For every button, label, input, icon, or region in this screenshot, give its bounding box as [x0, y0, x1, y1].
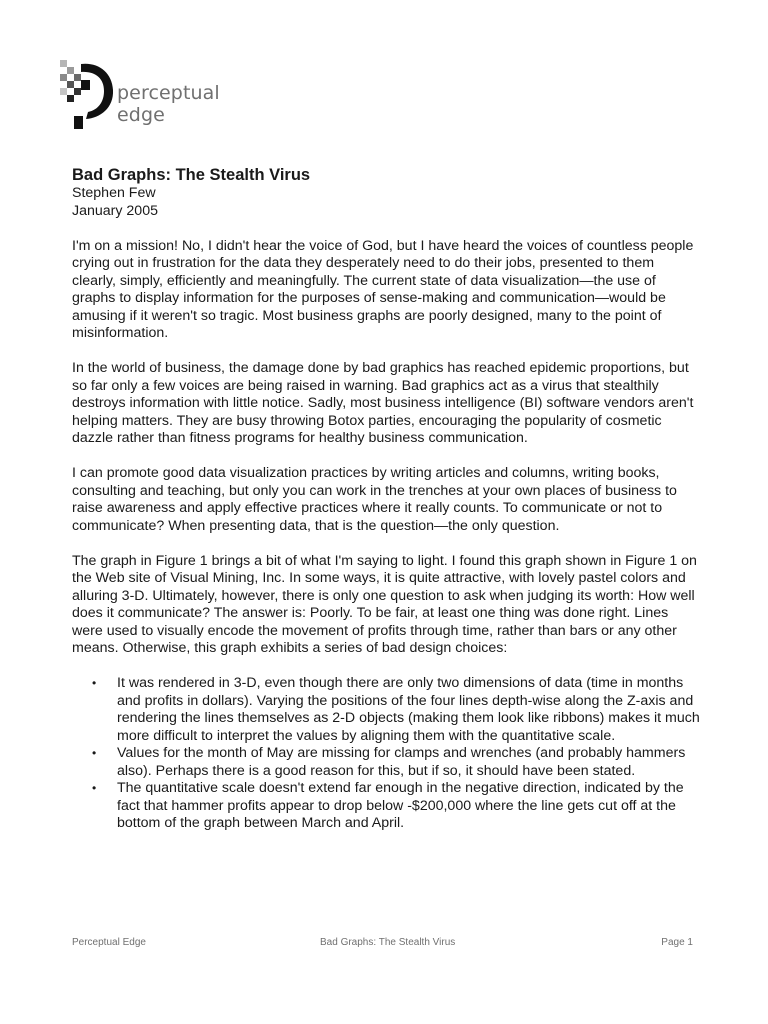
paragraph-2: In the world of business, the damage done by bad graphics has reached epidemic proportions, but so far only a few voices are being raised in warning. Bad graphics act as a virus that stealthily destroys information with little notice. Sadly, most business intelligence (BI) software vendors aren't helping matters. They are busy throwing Botox parties, encouraging the popularity of cosmetic dazzle rather than fitness programs for healthy business communication. — [72, 360, 694, 446]
perceptual-edge-logo — [60, 60, 240, 132]
logo-line-1: perceptual — [117, 82, 220, 104]
logo-wordmark — [117, 82, 220, 126]
paragraph-1: I'm on a mission! No, I didn't hear the voice of God, but I have heard the voices of countless people crying out in frustration for the data they desperately need to do their jobs, presented to them clearly, simply, efficiently and meaningfully. The current state of data visualization—the use of graphs to display information for the purposes of sense-making and communication—would be amusing if it weren't so tragic. Most business graphs are poorly designed, many to the point of misinformation. — [72, 237, 694, 341]
bullet-icon: • — [92, 746, 97, 760]
bullet-icon: • — [92, 781, 97, 795]
article-author: Stephen Few — [72, 185, 156, 201]
paragraph-4: The graph in Figure 1 brings a bit of what I'm saying to light. I found this graph shown in Figure 1 on the Web site of Visual Mining, Inc. In some ways, it is quite attractive, with lovely pastel colors and alluring 3-D. Ultimately, however, there is only one question to ask when judging its worth: How well does it communicate? The answer is: Poorly. To be fair, at least one thing was done right. Lines were used to visually encode the movement of profits through time, rather than bars or any other means. Otherwise, this graph exhibits a series of bad design choices: — [72, 552, 697, 656]
list-item — [72, 675, 700, 745]
article-date: January 2005 — [72, 202, 158, 219]
list-item — [72, 780, 700, 833]
footer-page-number: Page 1 — [661, 937, 693, 948]
logo-mark-icon — [60, 60, 120, 132]
list-item-text: Values for the month of May are missing for clamps and wrenches (and probably hammers also). Perhaps there is a good reason for this, but if so, it should have been stated. — [117, 745, 686, 779]
paragraph-3: I can promote good data visualization practices by writing articles and columns, writing books, consulting and teaching, but only you can work in the trenches at your own places of business to raise awareness and apply effective practices where it really counts. To communicate or not to communicate? When presenting data, that is the question—the only question. — [72, 465, 677, 534]
article-title: Bad Graphs: The Stealth Virus — [72, 166, 311, 184]
list-item-text: It was rendered in 3-D, even though there are only two dimensions of data (time in months and profits in dollars). Varying the positions of the four lines depth-wise along the Z-axis and rendering the lines themselves as 2-D objects (making them look like ribbons) makes it much more difficult to interpret the values by aligning them with the quantitative scale. — [117, 675, 700, 744]
list-item-text: The quantitative scale doesn't extend far enough in the negative direction, indicated by the fact that hammer profits appear to drop below -$200,000 where the line gets cut off at the bottom of the graph between March and April. — [117, 780, 684, 831]
article-body — [72, 166, 700, 833]
footer-publisher: Perceptual Edge — [72, 937, 146, 948]
design-problems-list — [72, 675, 700, 833]
page-footer — [72, 937, 693, 951]
logo-line-2: edge — [117, 104, 165, 126]
list-item — [72, 745, 700, 780]
footer-title: Bad Graphs: The Stealth Virus — [320, 937, 456, 948]
bullet-icon: • — [92, 676, 97, 690]
